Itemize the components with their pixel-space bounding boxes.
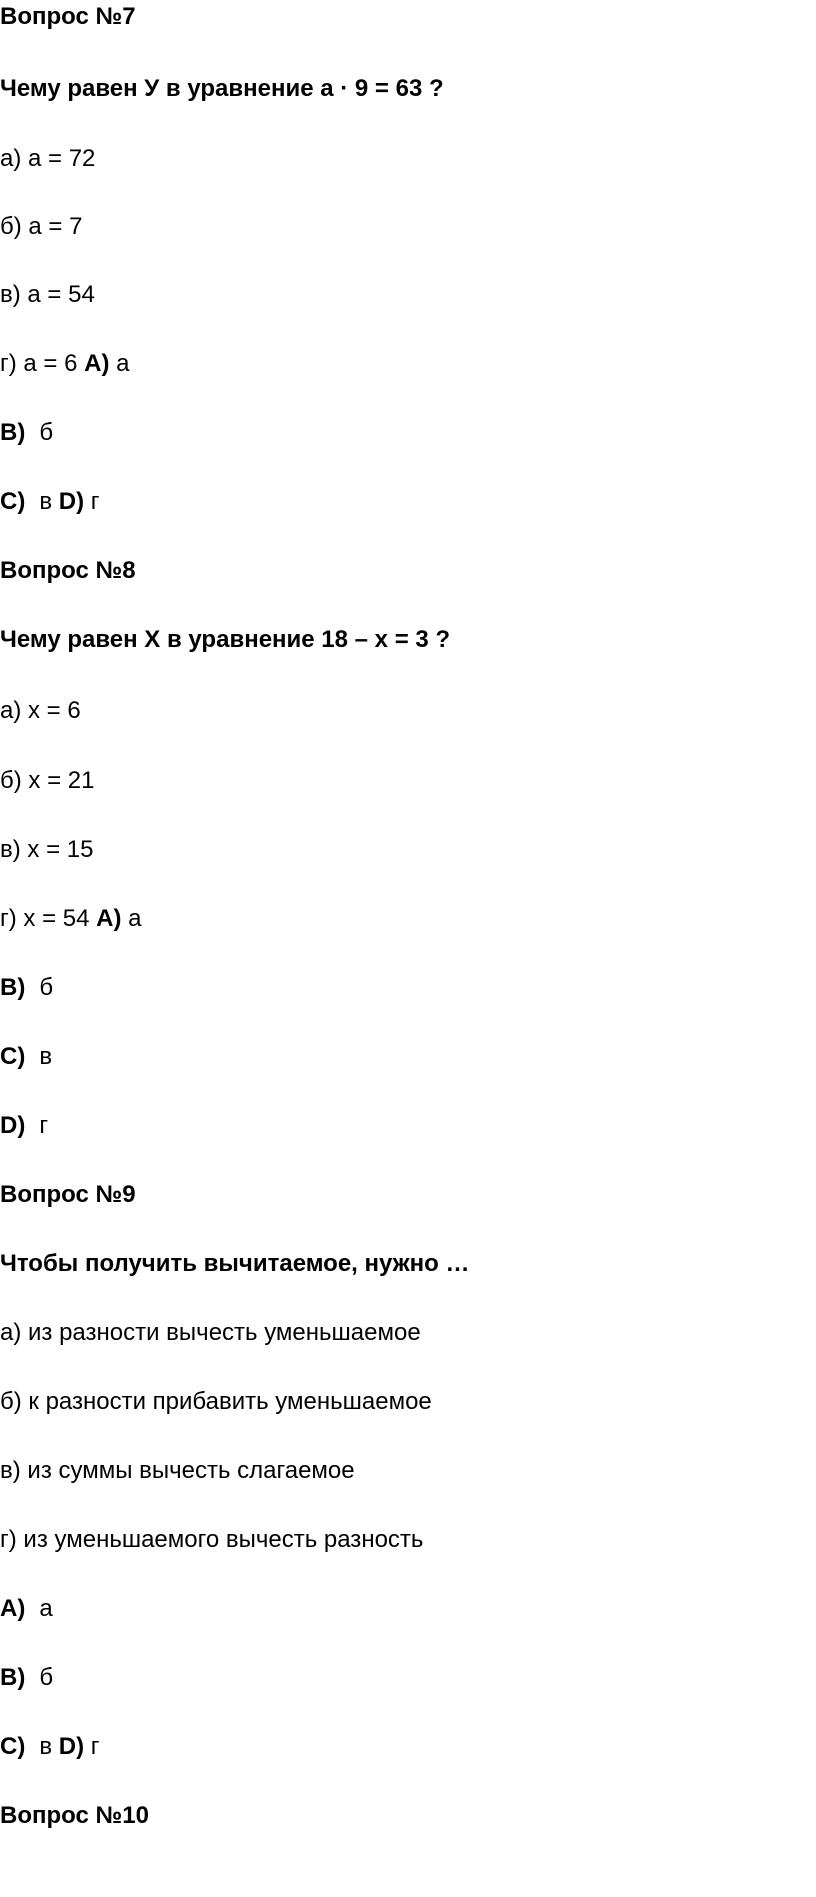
question-8-option-g: г) х = 54 bbox=[0, 905, 90, 932]
question-7-answer-d-text: г bbox=[90, 488, 100, 515]
question-8-answer-b-text: б bbox=[39, 974, 54, 1001]
question-8-answer-d-text: г bbox=[39, 1112, 49, 1139]
question-7-answer-c-text: в bbox=[39, 488, 53, 515]
question-8-answer-b-line bbox=[0, 973, 53, 1003]
question-7-answer-d-letter: D) bbox=[58, 488, 85, 515]
question-9-heading: Вопрос №9 bbox=[0, 1181, 136, 1208]
question-7-answer-b-line bbox=[0, 418, 53, 448]
question-7-option-v: в) а = 54 bbox=[0, 281, 95, 308]
question-7-answer-c-letter: C) bbox=[0, 488, 26, 515]
question-9-answer-a-text: а bbox=[39, 1595, 53, 1622]
question-9-answer-a-letter: A) bbox=[0, 1595, 26, 1622]
question-8-answer-c-text: в bbox=[39, 1043, 53, 1070]
question-8-text: Чему равен Х в уравнение 18 – х = 3 ? bbox=[0, 626, 451, 653]
question-7-answer-a-text: а bbox=[116, 350, 130, 377]
question-9-answer-b-letter: B) bbox=[0, 1664, 26, 1691]
question-8-answer-d-letter: D) bbox=[0, 1112, 26, 1139]
question-7-option-g-line bbox=[0, 349, 130, 379]
question-7-heading: Вопрос №7 bbox=[0, 3, 136, 30]
question-9-answer-b-line bbox=[0, 1663, 53, 1693]
question-9-text: Чтобы получить вычитаемое, нужно … bbox=[0, 1250, 470, 1277]
question-8-answer-b-letter: B) bbox=[0, 974, 26, 1001]
question-8-answer-a-letter: A) bbox=[96, 905, 122, 932]
question-7-option-g: г) а = 6 bbox=[0, 350, 78, 377]
question-9-option-g: г) из уменьшаемого вычесть разность bbox=[0, 1526, 424, 1553]
question-8-answer-c-letter: C) bbox=[0, 1043, 26, 1070]
question-10-heading: Вопрос №10 bbox=[0, 1802, 149, 1829]
question-8-answer-a-text: а bbox=[128, 905, 142, 932]
question-9-answer-c-letter: C) bbox=[0, 1733, 26, 1760]
question-9-answer-d-text: г bbox=[90, 1733, 100, 1760]
question-8-option-g-line bbox=[0, 904, 142, 934]
question-8-answer-d-line bbox=[0, 1111, 48, 1141]
question-9-answer-d-letter: D) bbox=[58, 1733, 85, 1760]
question-7-answer-cd-line bbox=[0, 487, 100, 517]
question-9-answer-c-text: в bbox=[39, 1733, 53, 1760]
question-8-option-v: в) х = 15 bbox=[0, 836, 94, 863]
question-7-answer-a-letter: A) bbox=[84, 350, 110, 377]
question-7-option-a: а) а = 72 bbox=[0, 145, 96, 172]
question-9-answer-cd-line bbox=[0, 1732, 100, 1762]
question-8-heading: Вопрос №8 bbox=[0, 557, 136, 584]
question-9-option-b: б) к разности прибавить уменьшаемое bbox=[0, 1388, 432, 1415]
question-9-answer-a-line bbox=[0, 1594, 53, 1624]
question-8-answer-c-line bbox=[0, 1042, 52, 1072]
question-9-option-a: а) из разности вычесть уменьшаемое bbox=[0, 1319, 421, 1346]
question-7-answer-b-letter: B) bbox=[0, 419, 26, 446]
question-7-option-b: б) а = 7 bbox=[0, 213, 83, 240]
question-9-answer-b-text: б bbox=[39, 1664, 54, 1691]
question-7-answer-b-text: б bbox=[39, 419, 54, 446]
question-9-option-v: в) из суммы вычесть слагаемое bbox=[0, 1457, 355, 1484]
question-8-option-a: а) х = 6 bbox=[0, 697, 81, 724]
question-7-text: Чему равен У в уравнение а · 9 = 63 ? bbox=[0, 75, 444, 102]
question-8-option-b: б) х = 21 bbox=[0, 767, 95, 794]
